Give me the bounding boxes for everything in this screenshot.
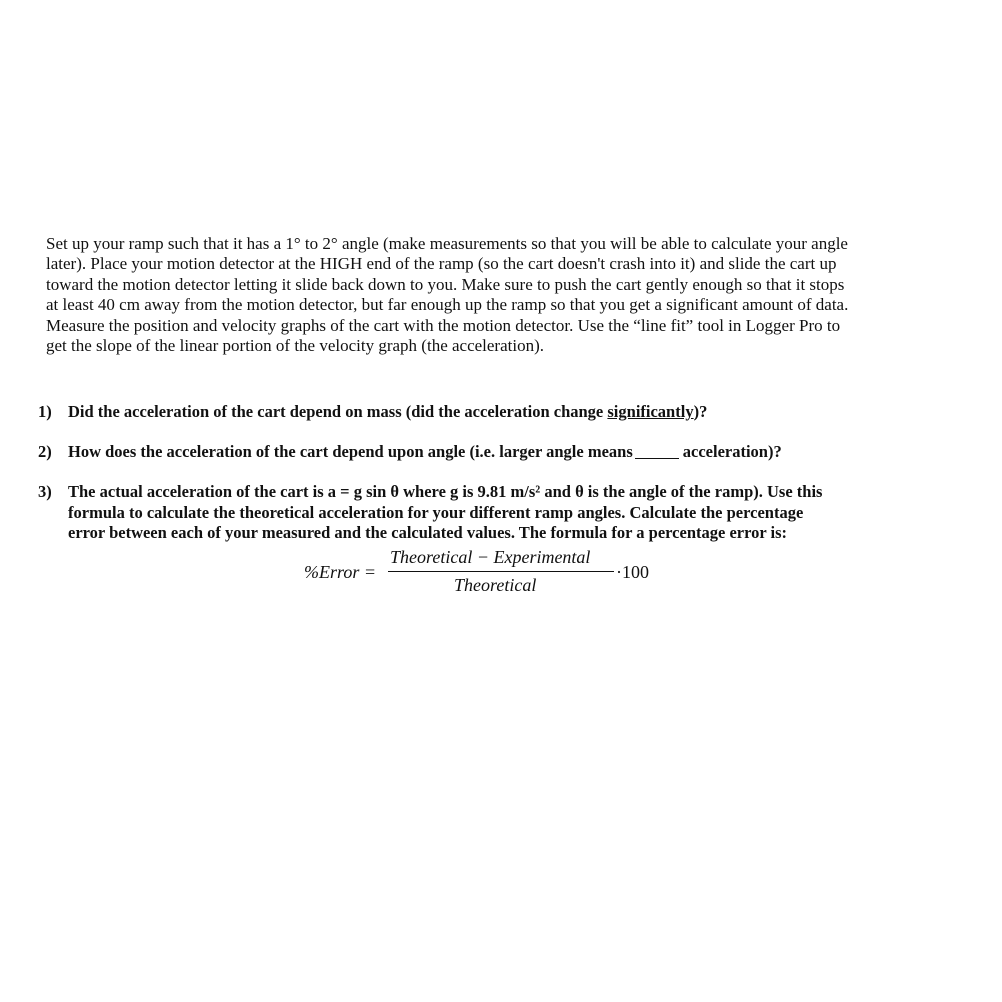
question-number: 2) [38, 442, 52, 461]
instructions-line: Set up your ramp such that it has a 1° to 2° angle (make measurements so that you will be able to calculate your angle [46, 234, 848, 253]
question-number: 1) [38, 402, 52, 421]
instructions-line: get the slope of the linear portion of the velocity graph (the acceleration). [46, 336, 544, 356]
question-3 [38, 482, 938, 544]
question-number: 3) [38, 482, 52, 501]
instructions-line: later). Place your motion detector at the HIGH end of the ramp (so the cart doesn't crash into it) and slide the cart up [46, 254, 837, 274]
instructions-line: at least 40 cm away from the motion detector, but far enough up the ramp so that you get a significant amount of data. [46, 295, 849, 315]
formula-multiplier: ·100 [616, 562, 649, 582]
question-text-line: formula to calculate the theoretical acceleration for your different ramp angles. Calculate the percentage [68, 502, 804, 522]
question-text-line: error between each of your measured and the calculated values. The formula for a percentage error is: [68, 523, 788, 542]
formula-denominator: Theoretical [454, 575, 537, 595]
instructions-paragraph [46, 234, 926, 356]
question-text-end: acceleration)? [682, 442, 782, 461]
percent-error-formula [300, 545, 680, 605]
formula-numerator: Theoretical − Experimental [390, 547, 591, 567]
question-text-line: The actual acceleration of the cart is a = g sin θ where g is 9.81 m/s² and θ is the angle of the ramp). Use this [68, 482, 823, 501]
answer-blank [635, 458, 679, 459]
question-1 [38, 402, 707, 423]
question-underlined-word: significantly [607, 402, 694, 421]
question-text: How does the acceleration of the cart depend upon angle (i.e. larger angle means [68, 442, 633, 461]
formula-lhs: %Error = [304, 562, 376, 582]
question-text-end: )? [693, 402, 708, 421]
question-text: Did the acceleration of the cart depend on mass (did the acceleration change [68, 402, 608, 421]
question-2 [38, 442, 782, 463]
instructions-line: toward the motion detector letting it slide back down to you. Make sure to push the cart gently enough so that it stops [46, 274, 845, 294]
fraction-bar [388, 571, 614, 572]
instructions-line: Measure the position and velocity graphs of the cart with the motion detector. Use the “line fit” tool in Logger Pro to [46, 315, 841, 335]
